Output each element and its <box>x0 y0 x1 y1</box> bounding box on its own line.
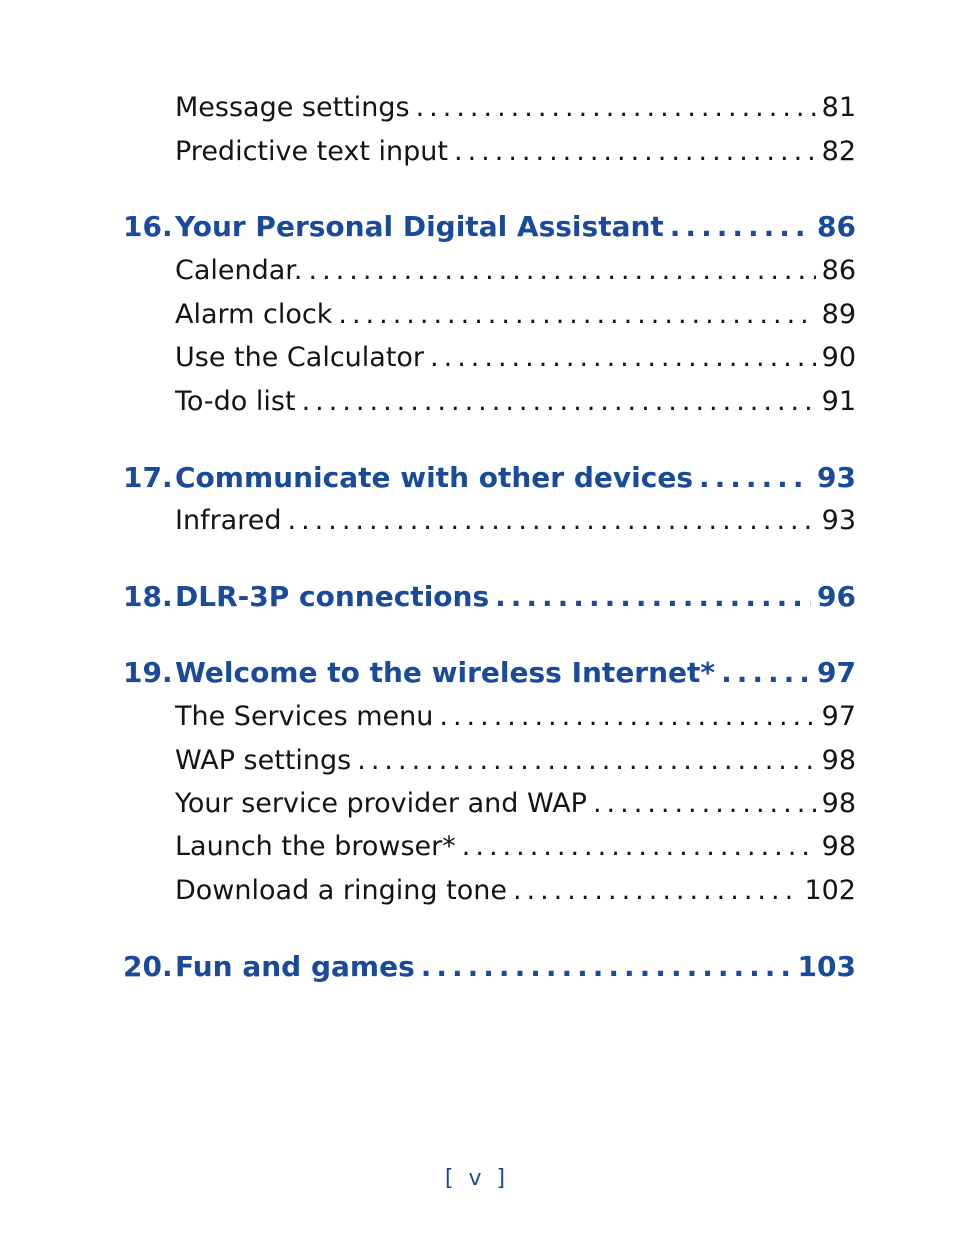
dot-leader <box>287 501 815 541</box>
chapter-number: 20. <box>123 950 173 983</box>
toc-entry-title: WAP settings <box>175 745 352 776</box>
page-folio: [ v ] <box>444 1166 510 1191</box>
toc-entry-predictive-text-input[interactable] <box>175 132 856 172</box>
toc-entry-title: Infrared <box>175 505 282 536</box>
toc-entry-page: 98 <box>821 831 856 862</box>
dot-leader <box>495 576 811 618</box>
toc-entry-title: Predictive text input <box>175 136 448 167</box>
chapter-number: 17. <box>123 461 173 494</box>
dot-leader <box>593 784 816 824</box>
dot-leader <box>338 295 815 335</box>
chapter-number: 16. <box>123 210 173 243</box>
toc-entry-page: 91 <box>821 386 856 417</box>
toc-entry-title: Calendar. <box>175 255 303 286</box>
toc-entry-page: 81 <box>821 92 856 123</box>
chapter-number: 19. <box>123 656 173 689</box>
dot-leader <box>513 871 799 911</box>
chapter-page: 103 <box>797 950 856 983</box>
toc-entry-title: Message settings <box>175 92 410 123</box>
toc-chapter-18[interactable] <box>123 576 856 618</box>
toc-entry-title: Download a ringing tone <box>175 875 507 906</box>
dot-leader <box>357 741 815 781</box>
toc-entry-title: Launch the browser* <box>175 831 456 862</box>
chapter-page: 86 <box>817 210 856 243</box>
dot-leader <box>430 338 816 378</box>
toc-chapter-20[interactable] <box>123 946 856 988</box>
dot-leader <box>670 206 811 248</box>
toc-entry-page: 89 <box>821 299 856 330</box>
toc-entry-title: To-do list <box>175 386 296 417</box>
dot-leader <box>721 652 811 694</box>
dot-leader <box>421 946 792 988</box>
toc-entry-message-settings[interactable] <box>175 88 856 128</box>
toc-entry-page: 86 <box>821 255 856 286</box>
toc-entry-calendar[interactable] <box>175 251 856 291</box>
toc-chapter-19[interactable] <box>123 652 856 694</box>
toc-entry-title: Use the Calculator <box>175 342 425 373</box>
toc-entry-page: 102 <box>804 875 856 906</box>
toc-chapter-16[interactable] <box>123 206 856 248</box>
toc-entry-your-service-provider-and-wap[interactable] <box>175 784 856 824</box>
toc-entry-the-services-menu[interactable] <box>175 697 856 737</box>
toc-entry-title: The Services menu <box>175 701 434 732</box>
toc-entry-page: 98 <box>821 788 856 819</box>
toc-entry-to-do-list[interactable] <box>175 382 856 422</box>
chapter-title: Fun and games <box>175 950 415 983</box>
toc-chapter-17[interactable] <box>123 457 856 499</box>
toc-entry-page: 98 <box>821 745 856 776</box>
toc-entry-launch-the-browser[interactable] <box>175 827 856 867</box>
toc-entry-wap-settings[interactable] <box>175 741 856 781</box>
toc-entry-page: 93 <box>821 505 856 536</box>
toc-entry-title: Alarm clock <box>175 299 333 330</box>
toc-entry-infrared[interactable] <box>175 501 856 541</box>
toc-entry-alarm-clock[interactable] <box>175 295 856 335</box>
toc-entry-page: 90 <box>821 342 856 373</box>
chapter-title: Your Personal Digital Assistant <box>175 210 664 243</box>
toc-entry-page: 82 <box>821 136 856 167</box>
chapter-page: 93 <box>817 461 856 494</box>
chapter-title: Welcome to the wireless Internet* <box>175 656 716 689</box>
chapter-title: DLR-3P connections <box>175 580 490 613</box>
toc-entry-use-the-calculator[interactable] <box>175 338 856 378</box>
chapter-page: 97 <box>817 656 856 689</box>
dot-leader <box>416 88 816 128</box>
chapter-page: 96 <box>817 580 856 613</box>
dot-leader <box>454 132 816 172</box>
dot-leader <box>439 697 815 737</box>
toc-entry-download-a-ringing-tone[interactable] <box>175 871 856 911</box>
dot-leader <box>462 827 816 867</box>
dot-leader <box>309 251 816 291</box>
dot-leader <box>302 382 816 422</box>
chapter-title: Communicate with other devices <box>175 461 693 494</box>
chapter-number: 18. <box>123 580 173 613</box>
dot-leader <box>699 457 811 499</box>
toc-entry-page: 97 <box>821 701 856 732</box>
toc-entry-title: Your service provider and WAP <box>175 788 587 819</box>
